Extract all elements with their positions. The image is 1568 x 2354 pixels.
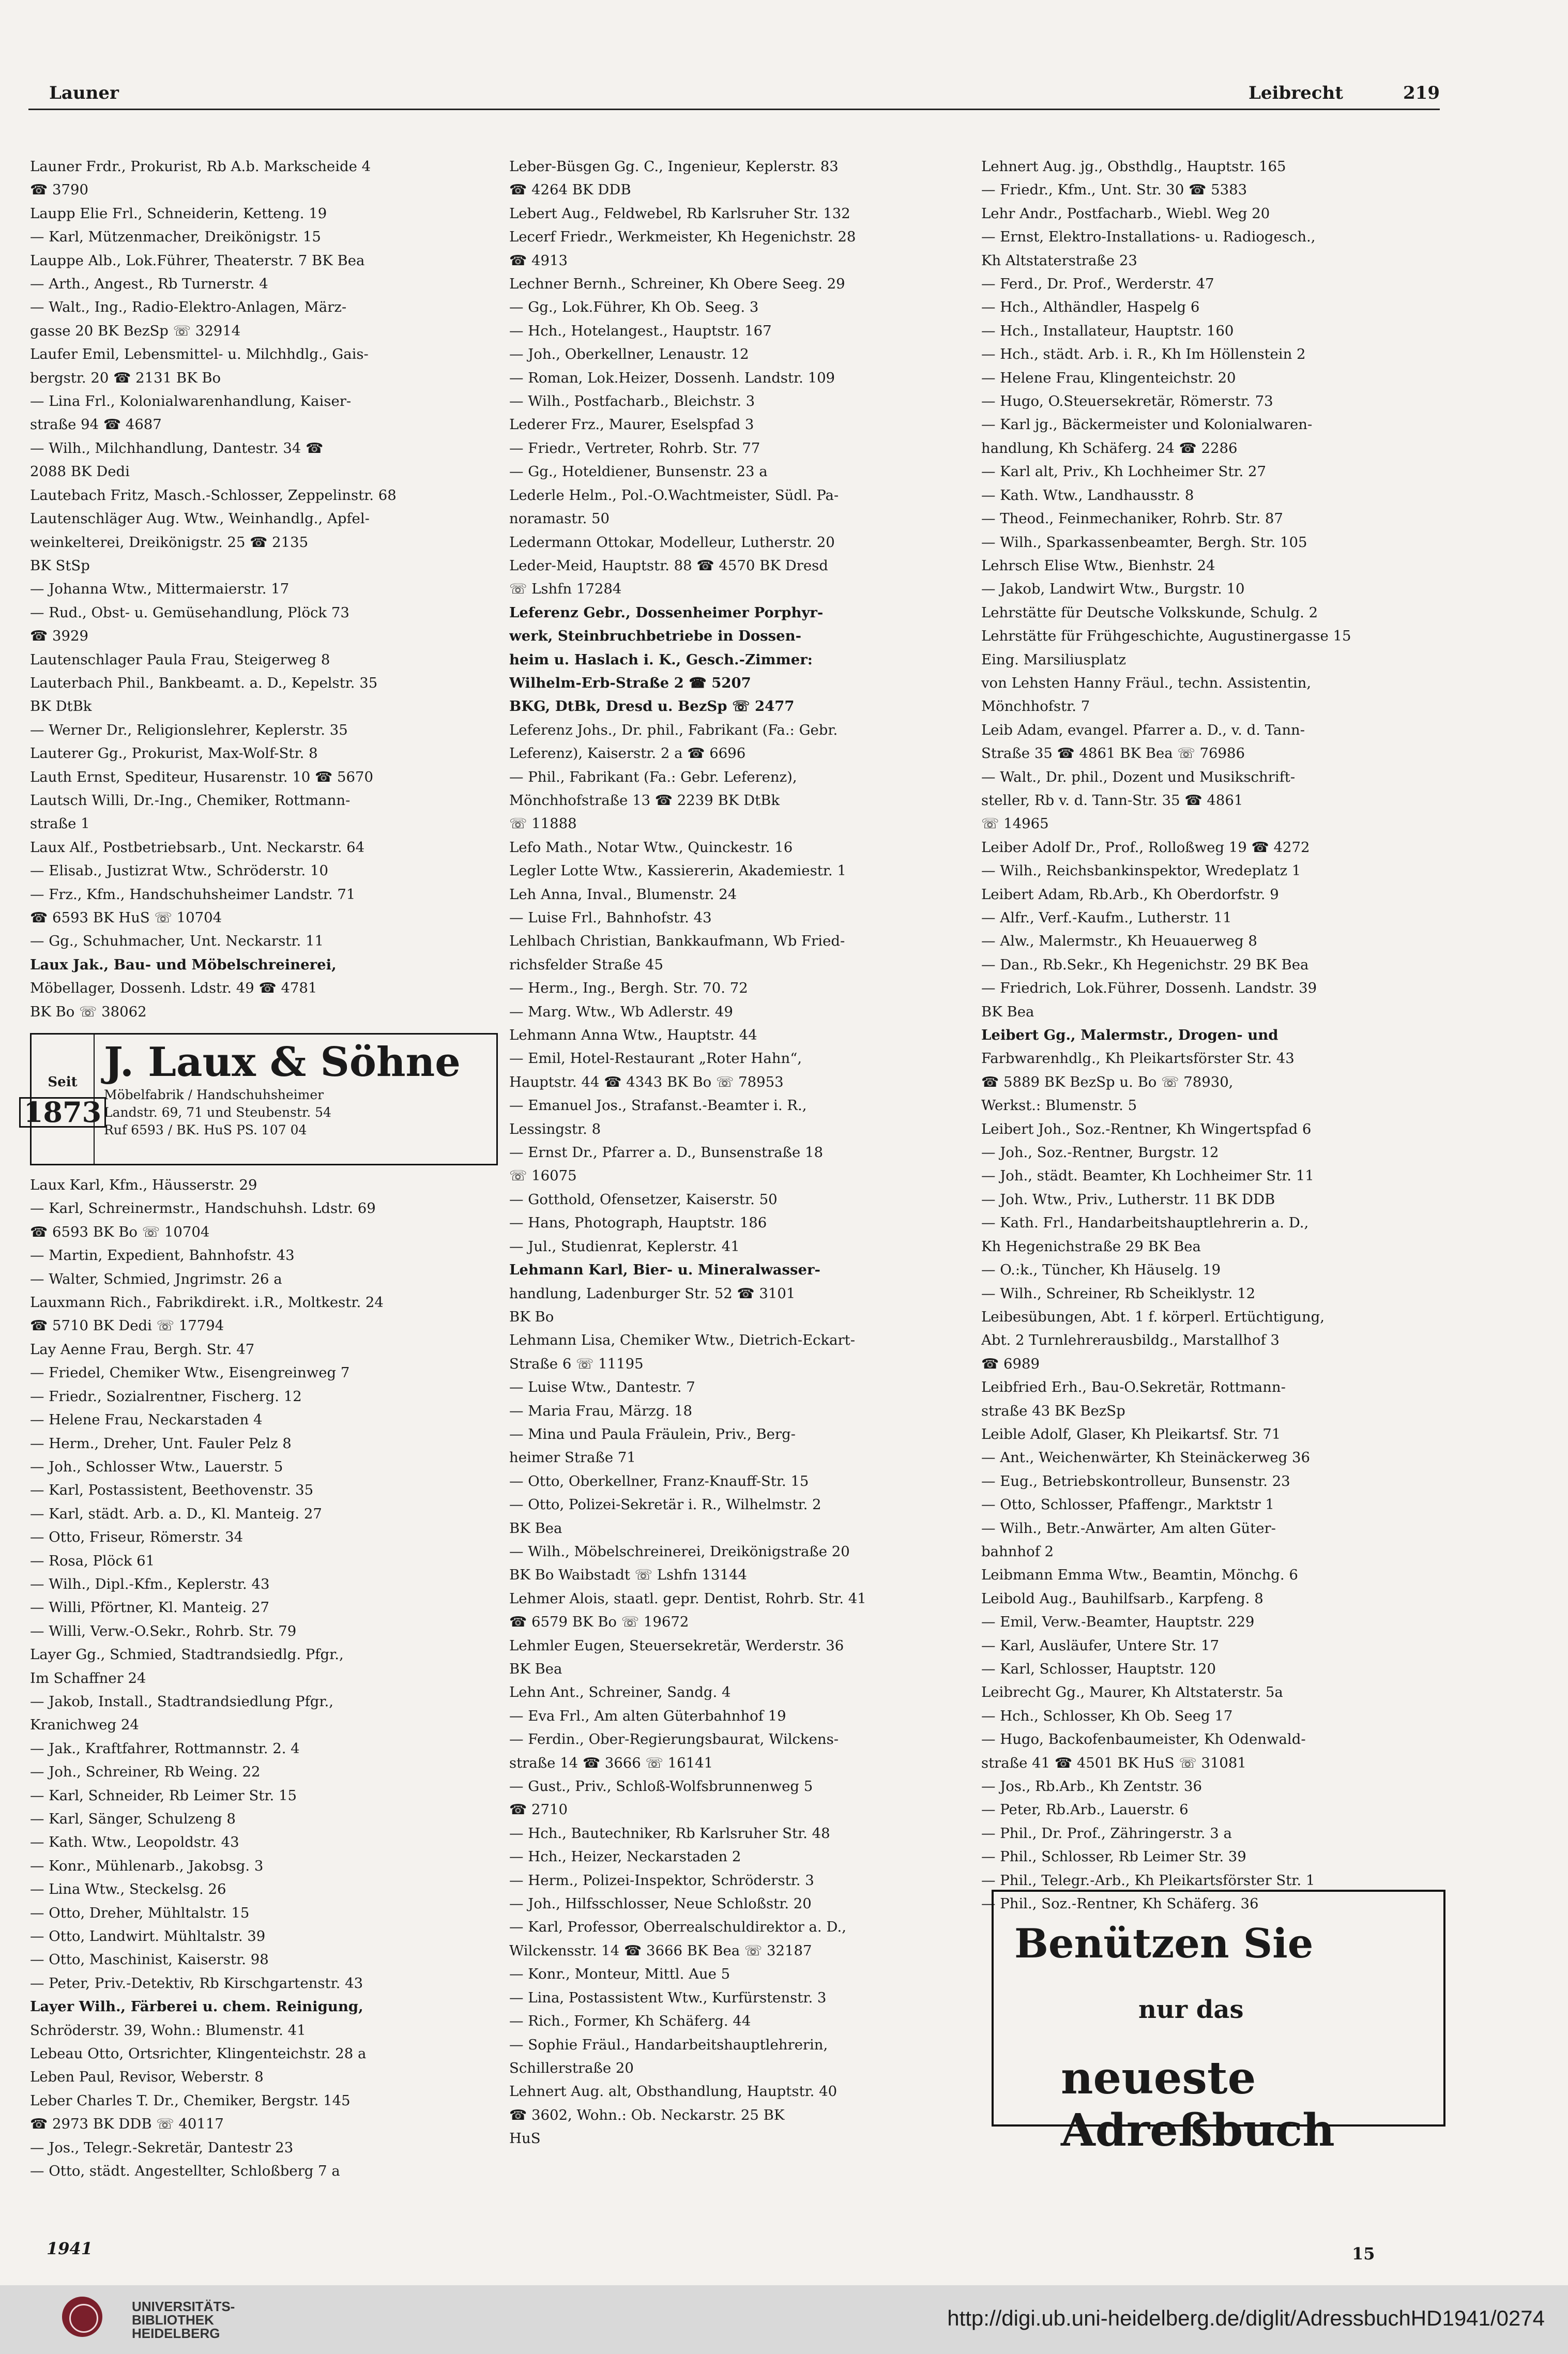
directory-entry: Lederle Helm., Pol.-O.Wachtmeister, Südl. Pa-: [509, 487, 839, 504]
directory-entry: Lehrsch Elise Wtw., Bienhstr. 24: [981, 557, 1215, 574]
directory-entry: Leibfried Erh., Bau-O.Sekretär, Rottmann-: [981, 1379, 1286, 1396]
directory-entry: — Konr., Monteur, Mittl. Aue 5: [509, 1966, 730, 1983]
directory-entry: — Phil., Soz.-Rentner, Kh Schäferg. 36: [981, 1895, 1259, 1912]
directory-entry: Eing. Marsiliusplatz: [981, 651, 1126, 668]
directory-entry: Lay Aenne Frau, Bergh. Str. 47: [30, 1341, 255, 1358]
directory-entry: Lehmer Alois, staatl. gepr. Dentist, Rohrb. Str. 41: [509, 1590, 866, 1607]
directory-entry: — Herm., Dreher, Unt. Fauler Pelz 8: [30, 1435, 292, 1452]
directory-entry: — Lina Frl., Kolonialwarenhandlung, Kaiser-: [30, 393, 352, 410]
ad-founded-year: 1873: [19, 1097, 106, 1128]
directory-entry: — Joh., Schlosser Wtw., Lauerstr. 5: [30, 1458, 283, 1475]
directory-entry: — Walt., Dr. phil., Dozent und Musikschrift-: [981, 768, 1296, 785]
library-logo-icon: [62, 2297, 102, 2337]
directory-entry: — Hch., Heizer, Neckarstaden 2: [509, 1848, 741, 1865]
directory-entry: Lauterbach Phil., Bankbeamt. a. D., Kepelstr. 35: [30, 674, 378, 691]
directory-entry: Leible Adolf, Glaser, Kh Pleikartsf. Str. 71: [981, 1425, 1281, 1442]
directory-entry: Lauxmann Rich., Fabrikdirekt. i.R., Moltkestr. 24: [30, 1294, 384, 1311]
directory-entry: — Helene Frau, Neckarstaden 4: [30, 1411, 263, 1429]
directory-entry: heim u. Haslach i. K., Gesch.-Zimmer:: [509, 651, 813, 668]
directory-entry: — Rich., Former, Kh Schäferg. 44: [509, 2013, 751, 2030]
directory-entry: — Karl, Schlosser, Hauptstr. 120: [981, 1661, 1216, 1677]
promo-line-3: neueste Adreßbuch: [1061, 2052, 1335, 2156]
directory-entry: straße 94 ☎ 4687: [30, 416, 162, 433]
directory-entry: bahnhof 2: [981, 1543, 1054, 1560]
directory-entry: Farbwarenhdlg., Kh Pleikartsförster Str. 43: [981, 1050, 1295, 1067]
directory-entry: — Friedel, Chemiker Wtw., Eisengreinweg 7: [30, 1364, 350, 1381]
directory-entry: — Friedr., Vertreter, Rohrb. Str. 77: [509, 439, 760, 457]
directory-entry: Lauppe Alb., Lok.Führer, Theaterstr. 7 BK Bea: [30, 252, 365, 269]
directory-entry: — Otto, städt. Angestellter, Schloßberg 7 a: [30, 2163, 340, 2180]
directory-entry: — Kath. Wtw., Landhausstr. 8: [981, 487, 1194, 504]
directory-entry: Leber Charles T. Dr., Chemiker, Bergstr. 145: [30, 2092, 351, 2109]
directory-entry: Leben Paul, Revisor, Weberstr. 8: [30, 2069, 264, 2086]
directory-entry: Möbellager, Dossenh. Ldstr. 49 ☎ 4781: [30, 980, 317, 997]
directory-entry: Laux Alf., Postbetriebsarb., Unt. Neckarstr. 64: [30, 839, 365, 856]
directory-entry: — Dan., Rb.Sekr., Kh Hegenichstr. 29 BK Bea: [981, 956, 1309, 973]
directory-entry: Kh Altstaterstraße 23: [981, 252, 1137, 269]
directory-entry: — Jul., Studienrat, Keplerstr. 41: [509, 1238, 740, 1255]
directory-entry: — Joh., Soz.-Rentner, Burgstr. 12: [981, 1144, 1219, 1161]
directory-entry: — Otto, Maschinist, Kaiserstr. 98: [30, 1951, 269, 1968]
directory-entry: — Karl, Professor, Oberrealschuldirektor a. D.,: [509, 1919, 846, 1936]
directory-entry: — Joh. Wtw., Priv., Lutherstr. 11 BK DDB: [981, 1191, 1275, 1208]
directory-entry: Wilhelm-Erb-Straße 2 ☎ 5207: [509, 674, 751, 691]
directory-entry: — Rud., Obst- u. Gemüsehandlung, Plöck 73: [30, 604, 349, 621]
directory-entry: gasse 20 BK BezSp ☏ 32914: [30, 322, 241, 339]
laux-advertisement: [23, 1033, 498, 1165]
directory-entry: — Karl, städt. Arb. a. D., Kl. Manteig. 27: [30, 1505, 322, 1522]
directory-entry: — Sophie Fräul., Handarbeitshauptlehrerin,: [509, 2036, 828, 2053]
directory-entry: Lauth Ernst, Spediteur, Husarenstr. 10 ☎ 5670: [30, 768, 374, 785]
directory-entry: von Lehsten Hanny Fräul., techn. Assistentin,: [981, 674, 1312, 691]
directory-entry: — Friedr., Sozialrentner, Fischerg. 12: [30, 1388, 302, 1405]
directory-entry: — Karl, Postassistent, Beethovenstr. 35: [30, 1482, 314, 1499]
source-url-link[interactable]: http://digi.ub.uni-heidelberg.de/diglit/AdressbuchHD1941/0274: [947, 2306, 1545, 2330]
directory-entry: Lehmann Lisa, Chemiker Wtw., Dietrich-Eckart-: [509, 1332, 856, 1349]
directory-entry: Lautsch Willi, Dr.-Ing., Chemiker, Rottmann-: [30, 792, 351, 809]
column-2: [509, 155, 980, 2151]
directory-entry: Leferenz Gebr., Dossenheimer Porphyr-: [509, 604, 824, 621]
directory-entry: — Emil, Hotel-Restaurant „Roter Hahn“,: [509, 1050, 802, 1067]
directory-entry: — Wilh., Betr.-Anwärter, Am alten Güter-: [981, 1520, 1276, 1537]
directory-entry: Lehlbach Christian, Bankkaufmann, Wb Fried-: [509, 933, 845, 950]
directory-entry: ☏ 16075: [509, 1167, 577, 1184]
directory-entry: Layer Wilh., Färberei u. chem. Reinigung,: [30, 1998, 363, 2015]
directory-entry: — Peter, Priv.-Detektiv, Rb Kirschgartenstr. 43: [30, 1975, 363, 1992]
directory-entry: — Wilh., Sparkassenbeamter, Bergh. Str. 105: [981, 534, 1307, 551]
directory-entry: Lecerf Friedr., Werkmeister, Kh Hegenichstr. 28: [509, 229, 856, 246]
header-left-keyword: Launer: [49, 83, 119, 103]
directory-entry: ☏ 11888: [509, 815, 577, 832]
directory-entry: — Marg. Wtw., Wb Adlerstr. 49: [509, 1003, 733, 1020]
directory-entry: — Lina, Postassistent Wtw., Kurfürstenstr. 3: [509, 1989, 827, 2006]
page-number: 219: [1403, 83, 1440, 103]
directory-entry: — Ernst Dr., Pfarrer a. D., Bunsenstraße 18: [509, 1144, 823, 1161]
directory-entry: — Willi, Pförtner, Kl. Manteig. 27: [30, 1599, 270, 1616]
directory-entry: heimer Straße 71: [509, 1449, 636, 1466]
directory-entry: — Phil., Fabrikant (Fa.: Gebr. Leferenz),: [509, 768, 797, 785]
directory-entry: BK Bea: [509, 1520, 562, 1537]
directory-entry: — Karl jg., Bäckermeister und Kolonialwaren-: [981, 416, 1313, 433]
ad-line-3: Ruf 6593 / BK. HuS PS. 107 04: [104, 1122, 307, 1138]
directory-entry: — Hch., Installateur, Hauptstr. 160: [981, 322, 1234, 339]
directory-entry: — Lina Wtw., Steckelsg. 26: [30, 1881, 226, 1898]
library-footer-bar: [0, 2285, 1568, 2354]
directory-entry: — Hugo, Backofenbaumeister, Kh Odenwald-: [981, 1731, 1306, 1748]
directory-entry: — Kath. Wtw., Leopoldstr. 43: [30, 1834, 239, 1851]
directory-entry: Schröderstr. 39, Wohn.: Blumenstr. 41: [30, 2022, 306, 2039]
directory-entry: — Helene Frau, Klingenteichstr. 20: [981, 369, 1236, 386]
directory-entry: ☎ 2973 BK DDB ☏ 40117: [30, 2116, 224, 2133]
directory-entry: Straße 35 ☎ 4861 BK Bea ☏ 76986: [981, 745, 1245, 762]
directory-entry: ☎ 3929: [30, 628, 88, 645]
directory-entry: ☎ 6593 BK Bo ☏ 10704: [30, 1223, 210, 1240]
directory-entry: Lauterer Gg., Prokurist, Max-Wolf-Str. 8: [30, 745, 318, 762]
directory-entry: — Joh., Schreiner, Rb Weing. 22: [30, 1764, 261, 1781]
directory-entry: Leibert Adam, Rb.Arb., Kh Oberdorfstr. 9: [981, 886, 1279, 903]
directory-entry: Lehnert Aug. alt, Obsthandlung, Hauptstr. 40: [509, 2083, 838, 2100]
directory-entry: Werkst.: Blumenstr. 5: [981, 1097, 1137, 1114]
directory-entry: HuS: [509, 2130, 541, 2147]
directory-entry: Lessingstr. 8: [509, 1120, 601, 1137]
directory-entry: — Alw., Malermstr., Kh Heuauerweg 8: [981, 933, 1257, 950]
directory-entry: ☎ 4913: [509, 252, 568, 269]
directory-entry: — Emanuel Jos., Strafanst.-Beamter i. R.,: [509, 1097, 807, 1114]
directory-entry: ☎ 6579 BK Bo ☏ 19672: [509, 1614, 689, 1631]
directory-entry: — Jakob, Install., Stadtrandsiedlung Pfgr.,: [30, 1693, 333, 1710]
directory-entry: — O.:k., Tüncher, Kh Häuselg. 19: [981, 1262, 1221, 1279]
directory-entry: — Luise Wtw., Dantestr. 7: [509, 1379, 695, 1396]
directory-entry: — Otto, Friseur, Römerstr. 34: [30, 1529, 243, 1546]
directory-entry: — Otto, Landwirt. Mühltalstr. 39: [30, 1928, 266, 1945]
directory-entry: — Wilh., Postfacharb., Bleichstr. 3: [509, 393, 755, 410]
directory-entry: — Karl, Sänger, Schulzeng 8: [30, 1811, 236, 1827]
directory-entry: — Mina und Paula Fräulein, Priv., Berg-: [509, 1425, 796, 1442]
directory-entry: Leibert Joh., Soz.-Rentner, Kh Wingertspfad 6: [981, 1120, 1312, 1137]
directory-entry: — Joh., Hilfsschlosser, Neue Schloßstr. 20: [509, 1895, 812, 1912]
library-name: [132, 2300, 235, 2340]
directory-entry: — Otto, Schlosser, Pfaffengr., Marktstr 1: [981, 1496, 1274, 1513]
directory-entry: — Phil., Dr. Prof., Zähringerstr. 3 a: [981, 1825, 1232, 1842]
directory-entry: straße 43 BK BezSp: [981, 1402, 1125, 1419]
directory-entry: — Theod., Feinmechaniker, Rohrb. Str. 87: [981, 510, 1283, 527]
directory-entry: — Walter, Schmied, Jngrimstr. 26 a: [30, 1270, 282, 1287]
directory-entry: — Gotthold, Ofensetzer, Kaiserstr. 50: [509, 1191, 778, 1208]
directory-entry: ☏ 14965: [981, 815, 1049, 832]
directory-entry: Mönchhofstr. 7: [981, 698, 1090, 715]
directory-entry: — Arth., Angest., Rb Turnerstr. 4: [30, 276, 268, 293]
promo-line-2: nur das: [1138, 1995, 1244, 2024]
directory-entry: — Joh., Oberkellner, Lenaustr. 12: [509, 346, 749, 363]
directory-entry: Lehrstätte für Frühgeschichte, Augustinergasse 15: [981, 628, 1351, 645]
directory-entry: — Jos., Rb.Arb., Kh Zentstr. 36: [981, 1778, 1202, 1795]
directory-entry: Lehn Ant., Schreiner, Sandg. 4: [509, 1684, 731, 1701]
directory-entry: — Gg., Lok.Führer, Kh Ob. Seeg. 3: [509, 299, 759, 316]
directory-entry: Lautenschläger Aug. Wtw., Weinhandlg., Apfel-: [30, 510, 370, 527]
column-1: [23, 155, 498, 2183]
library-name-line-3: HEIDELBERG: [132, 2326, 220, 2341]
directory-entry: Lebert Aug., Feldwebel, Rb Karlsruher Str. 132: [509, 205, 850, 222]
library-name-line-2: BIBLIOTHEK: [132, 2312, 214, 2328]
directory-entry: — Wilh., Milchhandlung, Dantestr. 34 ☎: [30, 439, 324, 457]
directory-entry: — Konr., Mühlenarb., Jakobsg. 3: [30, 1857, 264, 1874]
directory-entry: — Peter, Rb.Arb., Lauerstr. 6: [981, 1801, 1189, 1818]
directory-entry: — Karl, Mützenmacher, Dreikönigstr. 15: [30, 229, 321, 246]
directory-entry: Lehnert Aug. jg., Obsthdlg., Hauptstr. 165: [981, 158, 1286, 175]
directory-entry: Kranichweg 24: [30, 1717, 139, 1734]
directory-entry: Leferenz Johs., Dr. phil., Fabrikant (Fa.: Gebr.: [509, 721, 838, 738]
directory-entry: BK DtBk: [30, 698, 92, 715]
ad-company-name: J. Laux & Söhne: [104, 1039, 461, 1086]
directory-entry: Layer Gg., Schmied, Stadtrandsiedlg. Pfgr.,: [30, 1646, 344, 1663]
directory-entry: — Hch., Althändler, Haspelg 6: [981, 299, 1200, 316]
header-right-keyword: Leibrecht: [1249, 83, 1343, 103]
directory-entry: Legler Lotte Wtw., Kassiererin, Akademiestr. 1: [509, 862, 846, 879]
directory-entry: BKG, DtBk, Dresd u. BezSp ☏ 2477: [509, 698, 795, 715]
directory-entry: — Ant., Weichenwärter, Kh Steinäckerweg 36: [981, 1449, 1310, 1466]
directory-entry: handlung, Ladenburger Str. 52 ☎ 3101: [509, 1285, 796, 1302]
directory-entry: Lechner Bernh., Schreiner, Kh Obere Seeg. 29: [509, 276, 845, 293]
directory-entry: — Hans, Photograph, Hauptstr. 186: [509, 1214, 767, 1232]
directory-entry: BK StSp: [30, 557, 90, 574]
directory-entry: — Eva Frl., Am alten Güterbahnhof 19: [509, 1707, 786, 1724]
directory-entry: Lehrstätte für Deutsche Volkskunde, Schulg. 2: [981, 604, 1318, 621]
directory-entry: — Roman, Lok.Heizer, Dossenh. Landstr. 109: [509, 369, 835, 386]
directory-entry: ☎ 4264 BK DDB: [509, 181, 631, 199]
directory-entry: straße 14 ☎ 3666 ☏ 16141: [509, 1754, 713, 1771]
directory-entry: — Wilh., Möbelschreinerei, Dreikönigstraße 20: [509, 1543, 850, 1560]
directory-entry: Leibrecht Gg., Maurer, Kh Altstaterstr. 5a: [981, 1684, 1283, 1701]
directory-entry: — Wilh., Reichsbankinspektor, Wredeplatz 1: [981, 862, 1301, 879]
directory-entry: — Jos., Telegr.-Sekretär, Dantestr 23: [30, 2139, 294, 2156]
directory-entry: — Johanna Wtw., Mittermaierstr. 17: [30, 581, 290, 598]
directory-entry: Leiber Adolf Dr., Prof., Rolloßweg 19 ☎ 4272: [981, 839, 1310, 856]
directory-entry: Hauptstr. 44 ☎ 4343 BK Bo ☏ 78953: [509, 1073, 784, 1090]
directory-entry: Abt. 2 Turnlehrerausbildg., Marstallhof 3: [981, 1332, 1280, 1349]
directory-entry: Leibold Aug., Bauhilfsarb., Karpfeng. 8: [981, 1590, 1263, 1607]
directory-entry: noramastr. 50: [509, 510, 610, 527]
ad-line-1: Möbelfabrik / Handschuhsheimer: [104, 1087, 324, 1103]
directory-entry: — Ernst, Elektro-Installations- u. Radiogesch.,: [981, 229, 1316, 246]
directory-entry: ☎ 5889 BK BezSp u. Bo ☏ 78930,: [981, 1073, 1234, 1090]
directory-entry: Ledermann Ottokar, Modelleur, Lutherstr. 20: [509, 534, 835, 551]
directory-entry: Schillerstraße 20: [509, 2059, 634, 2076]
directory-entry: BK Bo ☏ 38062: [30, 1003, 147, 1020]
directory-entry: — Hugo, O.Steuersekretär, Römerstr. 73: [981, 393, 1273, 410]
directory-entry: bergstr. 20 ☎ 2131 BK Bo: [30, 369, 221, 386]
directory-entry: BK Bo Waibstadt ☏ Lshfn 13144: [509, 1567, 747, 1584]
promo-line-1: Benützen Sie: [1014, 1920, 1314, 1967]
directory-entry: — Otto, Oberkellner, Franz-Knauff-Str. 15: [509, 1472, 809, 1490]
directory-entry: — Phil., Schlosser, Rb Leimer Str. 39: [981, 1848, 1246, 1865]
directory-entry: Lehr Andr., Postfacharb., Wiebl. Weg 20: [981, 205, 1270, 222]
directory-entry: ☎ 3790: [30, 181, 88, 199]
directory-entry: BK Bea: [981, 1003, 1034, 1020]
directory-entry: — Friedr., Kfm., Unt. Str. 30 ☎ 5383: [981, 181, 1247, 199]
directory-entry: — Jak., Kraftfahrer, Rottmannstr. 2. 4: [30, 1740, 300, 1757]
directory-entry: Lebeau Otto, Ortsrichter, Klingenteichstr. 28 a: [30, 2045, 367, 2062]
directory-entry: — Joh., städt. Beamter, Kh Lochheimer Str. 11: [981, 1167, 1314, 1184]
directory-entry: — Herm., Ing., Bergh. Str. 70. 72: [509, 980, 748, 997]
directory-entry: Kh Hegenichstraße 29 BK Bea: [981, 1238, 1201, 1255]
directory-entry: — Martin, Expedient, Bahnhofstr. 43: [30, 1247, 295, 1264]
directory-entry: — Herm., Polizei-Inspektor, Schröderstr. 3: [509, 1872, 814, 1889]
directory-entry: BK Bea: [509, 1661, 562, 1677]
directory-entry: handlung, Kh Schäferg. 24 ☎ 2286: [981, 439, 1238, 457]
directory-entry: — Ferdin., Ober-Regierungsbaurat, Wilckens-: [509, 1731, 839, 1748]
directory-entry: Laux Karl, Kfm., Häusserstr. 29: [30, 1177, 257, 1194]
directory-entry: ☎ 3602, Wohn.: Ob. Neckarstr. 25 BK: [509, 2106, 785, 2123]
directory-entry: — Willi, Verw.-O.Sekr., Rohrb. Str. 79: [30, 1622, 297, 1639]
directory-entry: — Kath. Frl., Handarbeitshauptlehrerin a. D.,: [981, 1214, 1309, 1232]
ad-line-2: Landstr. 69, 71 und Steubenstr. 54: [104, 1105, 331, 1120]
directory-entry: ☎ 5710 BK Dedi ☏ 17794: [30, 1317, 224, 1334]
directory-entry: — Emil, Verw.-Beamter, Hauptstr. 229: [981, 1614, 1255, 1631]
directory-entry: — Hch., Hotelangest., Hauptstr. 167: [509, 322, 772, 339]
directory-entry: Lautenschlager Paula Frau, Steigerweg 8: [30, 651, 330, 668]
directory-entry: Lehmann Karl, Bier- u. Mineralwasser-: [509, 1262, 820, 1279]
directory-entry: Leibert Gg., Malermstr., Drogen- und: [981, 1027, 1278, 1044]
directory-entry: — Jakob, Landwirt Wtw., Burgstr. 10: [981, 581, 1245, 598]
directory-entry: 2088 BK Dedi: [30, 463, 130, 480]
directory-entry: Leh Anna, Inval., Blumenstr. 24: [509, 886, 737, 903]
directory-entry: — Gg., Schuhmacher, Unt. Neckarstr. 11: [30, 933, 324, 950]
directory-entry: weinkelterei, Dreikönigstr. 25 ☎ 2135: [30, 534, 309, 551]
directory-entry: Lederer Frz., Maurer, Eselspfad 3: [509, 416, 754, 433]
directory-entry: — Ferd., Dr. Prof., Werderstr. 47: [981, 276, 1214, 293]
directory-entry: — Friedrich, Lok.Führer, Dossenh. Landstr. 39: [981, 980, 1317, 997]
directory-entry: — Gust., Priv., Schloß-Wolfsbrunnenweg 5: [509, 1778, 813, 1795]
directory-entry: — Frz., Kfm., Handschuhsheimer Landstr. 71: [30, 886, 356, 903]
directory-entry: Leibesübungen, Abt. 1 f. körperl. Ertüchtigung,: [981, 1308, 1325, 1325]
directory-entry: Leferenz), Kaiserstr. 2 a ☎ 6696: [509, 745, 746, 762]
directory-entry: richsfelder Straße 45: [509, 956, 663, 973]
directory-entry: — Wilh., Dipl.-Kfm., Keplerstr. 43: [30, 1575, 270, 1592]
directory-entry: Im Schaffner 24: [30, 1669, 146, 1687]
directory-entry: straße 41 ☎ 4501 BK HuS ☏ 31081: [981, 1754, 1246, 1771]
directory-entry: Straße 6 ☏ 11195: [509, 1355, 644, 1372]
directory-entry: Leib Adam, evangel. Pfarrer a. D., v. d. Tann-: [981, 721, 1305, 738]
directory-entry: — Phil., Telegr.-Arb., Kh Pleikartsförster Str. 1: [981, 1872, 1315, 1889]
directory-entry: ☎ 2710: [509, 1801, 568, 1818]
directory-entry: werk, Steinbruchbetriebe in Dossen-: [509, 628, 802, 645]
directory-entry: — Elisab., Justizrat Wtw., Schröderstr. 10: [30, 862, 329, 879]
directory-entry: — Rosa, Plöck 61: [30, 1552, 155, 1569]
directory-entry: — Karl, Schreinermstr., Handschuhsh. Ldstr. 69: [30, 1200, 376, 1217]
directory-entry: — Alfr., Verf.-Kaufm., Lutherstr. 11: [981, 909, 1232, 926]
directory-entry: Lautebach Fritz, Masch.-Schlosser, Zeppelinstr. 68: [30, 487, 397, 504]
directory-entry: — Karl, Schneider, Rb Leimer Str. 15: [30, 1787, 297, 1804]
directory-entry: ☎ 6593 BK HuS ☏ 10704: [30, 909, 222, 926]
directory-entry: Laufer Emil, Lebensmittel- u. Milchhdlg., Gais-: [30, 346, 369, 363]
directory-entry: Wilckensstr. 14 ☎ 3666 BK Bea ☏ 32187: [509, 1942, 812, 1959]
directory-entry: — Gg., Hoteldiener, Bunsenstr. 23 a: [509, 463, 768, 480]
directory-entry: Leber-Büsgen Gg. C., Ingenieur, Keplerstr. 83: [509, 158, 839, 175]
directory-entry: straße 1: [30, 815, 90, 832]
directory-entry: — Hch., städt. Arb. i. R., Kh Im Höllenstein 2: [981, 346, 1306, 363]
directory-entry: — Wilh., Schreiner, Rb Scheiklystr. 12: [981, 1285, 1256, 1302]
directory-entry: Leibmann Emma Wtw., Beamtin, Mönchg. 6: [981, 1567, 1298, 1584]
directory-entry: — Werner Dr., Religionslehrer, Keplerstr. 35: [30, 721, 348, 738]
directory-entry: — Eug., Betriebskontrolleur, Bunsenstr. 23: [981, 1472, 1290, 1490]
directory-entry: steller, Rb v. d. Tann-Str. 35 ☎ 4861: [981, 792, 1243, 809]
footer-sheet-number: 15: [1352, 2244, 1375, 2264]
directory-entry: ☎ 6989: [981, 1355, 1040, 1372]
directory-entry: BK Bo: [509, 1308, 554, 1325]
directory-entry: Lefo Math., Notar Wtw., Quinckestr. 16: [509, 839, 793, 856]
directory-entry: Lehmler Eugen, Steuersekretär, Werderstr. 36: [509, 1637, 844, 1654]
directory-entry: — Otto, Polizei-Sekretär i. R., Wilhelmstr. 2: [509, 1496, 821, 1513]
directory-entry: — Maria Frau, Märzg. 18: [509, 1402, 692, 1419]
promo-box: [992, 1890, 1445, 2156]
directory-entry: ☏ Lshfn 17284: [509, 581, 622, 598]
directory-entry: Laupp Elie Frl., Schneiderin, Ketteng. 19: [30, 205, 327, 222]
directory-entry: — Hch., Schlosser, Kh Ob. Seeg 17: [981, 1707, 1233, 1724]
column-3: [981, 155, 1454, 1916]
directory-entry: — Karl alt, Priv., Kh Lochheimer Str. 27: [981, 463, 1266, 480]
directory-entry: Leder-Meid, Hauptstr. 88 ☎ 4570 BK Dresd: [509, 557, 828, 574]
directory-entry: — Karl, Ausläufer, Untere Str. 17: [981, 1637, 1220, 1654]
ad-founded-badge: [23, 1035, 102, 1164]
directory-entry: — Hch., Bautechniker, Rb Karlsruher Str. 48: [509, 1825, 830, 1842]
directory-entry: — Luise Frl., Bahnhofstr. 43: [509, 909, 712, 926]
directory-entry: Mönchhofstraße 13 ☎ 2239 BK DtBk: [509, 792, 780, 809]
footer-year: 1941: [47, 2239, 93, 2258]
directory-entry: — Walt., Ing., Radio-Elektro-Anlagen, März-: [30, 299, 347, 316]
directory-entry: — Otto, Dreher, Mühltalstr. 15: [30, 1904, 250, 1921]
library-name-line-1: UNIVERSITÄTS-: [132, 2299, 235, 2314]
directory-entry: Lehmann Anna Wtw., Hauptstr. 44: [509, 1027, 757, 1044]
directory-entry: Launer Frdr., Prokurist, Rb A.b. Markscheide 4: [30, 158, 371, 175]
ad-since-label: Seit: [48, 1074, 78, 1090]
page-header: [28, 83, 1440, 110]
directory-entry: Laux Jak., Bau- und Möbelschreinerei,: [30, 956, 337, 973]
